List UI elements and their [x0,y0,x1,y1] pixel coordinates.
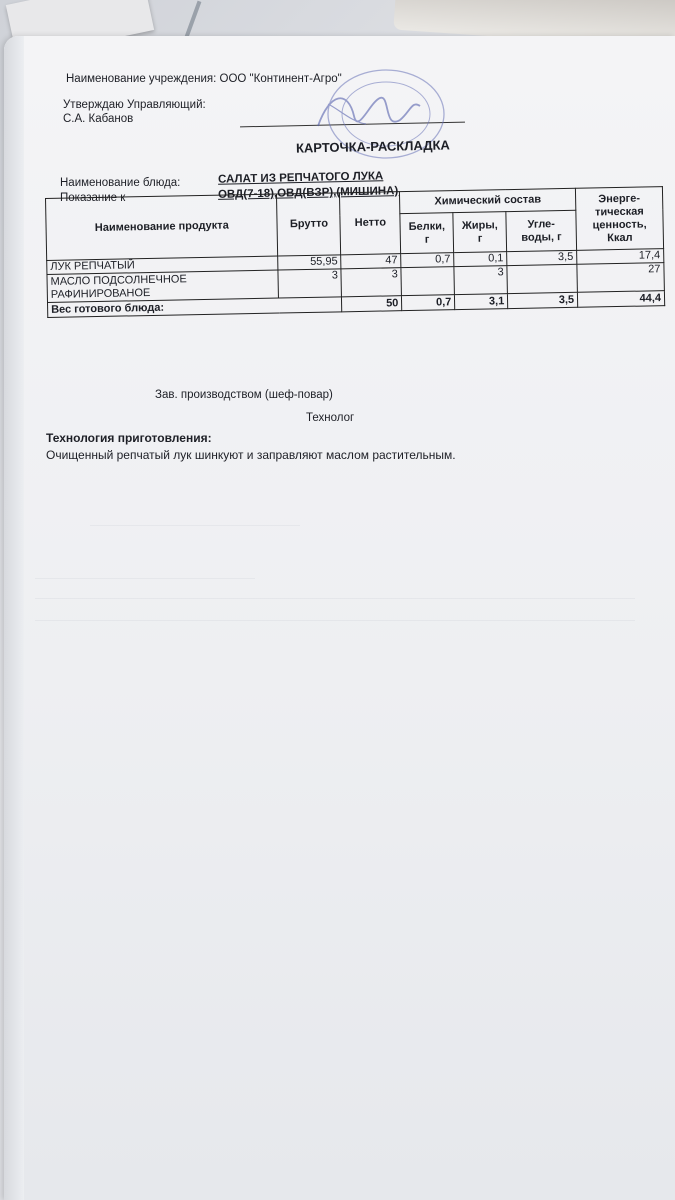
row-netto: 47 [341,254,401,269]
row-fats: 3 [454,266,507,295]
approver-name: С.А. Кабанов [63,113,134,125]
header-brutto: Брутто [277,193,341,256]
header-carbs [506,210,577,251]
total-energy: 44,4 [577,291,664,308]
header-energy-line1: Энерге- [598,192,641,205]
total-carbs: 3,5 [508,292,578,308]
row-product [47,270,279,302]
header-proteins [400,213,454,254]
header-chemical-composition: Химический состав [400,188,576,213]
recipe-table-wrap [45,186,668,343]
technology-label: Технология приготовления: [46,431,212,445]
dish-name-label: Наименование блюда: [60,177,181,189]
header-energy [575,187,663,251]
row-product-line1: МАСЛО ПОДСОЛНЕЧНОЕ [50,272,187,288]
card-title: КАРТОЧКА-РАСКЛАДКА [295,137,450,156]
header-fats [453,212,507,253]
recipe-table [45,186,665,318]
total-fats: 3,1 [455,294,508,310]
indication-label: Показание к [60,192,126,204]
header-fats-line2: г [477,232,483,245]
indication-value: ОВД(7-18),ОВД(ВЗР),(МИШИНА) [217,185,399,201]
row-brutto: 3 [278,269,341,298]
header-proteins-line2: г [424,233,430,246]
row-fats: 0,1 [454,252,507,267]
bleed-through-line [35,598,635,599]
row-carbs: 3,5 [507,250,577,265]
row-energy: 27 [577,263,664,293]
total-proteins: 0,7 [402,295,455,311]
header-carbs-line2: воды, г [521,230,562,244]
header-product: Наименование продукта [46,194,279,260]
bleed-through-line [90,525,300,526]
header-netto: Нетто [340,192,401,255]
row-product: ЛУК РЕПЧАТЫЙ [47,256,279,274]
total-netto: 50 [342,296,402,312]
row-netto: 3 [341,268,401,297]
technology-text: Очищенный репчатый лук шинкуют и заправляют маслом растительным. [46,448,456,462]
row-carbs [507,264,577,293]
total-label: Вес готового блюда: [48,297,343,318]
row-proteins [401,267,454,296]
row-product-line2: РАФИНИРОВАНОЕ [50,286,151,301]
header-fats-line1: Жиры, [461,218,498,232]
row-brutto: 55,95 [278,255,341,270]
header-energy-line4: Ккал [607,231,633,244]
header-carbs-line1: Угле- [527,217,556,231]
dish-name: САЛАТ ИЗ РЕПЧАТОГО ЛУКА [217,170,384,186]
approve-label: Утверждаю Управляющий: [63,99,206,111]
technologist-label: Технолог [306,412,355,424]
bleed-through-line [35,620,635,621]
row-energy: 17,4 [577,249,664,265]
recipe-card [0,0,675,470]
institution-line: Наименование учреждения: ООО "Континент-Агро" [66,73,342,85]
header-energy-line2: тическая [594,205,644,218]
header-energy-line3: ценность, [592,217,647,231]
row-proteins: 0,7 [401,253,454,268]
bleed-through-line [35,578,255,579]
header-proteins-line1: Белки, [408,219,446,233]
production-head-label: Зав. производством (шеф-повар) [155,389,333,401]
